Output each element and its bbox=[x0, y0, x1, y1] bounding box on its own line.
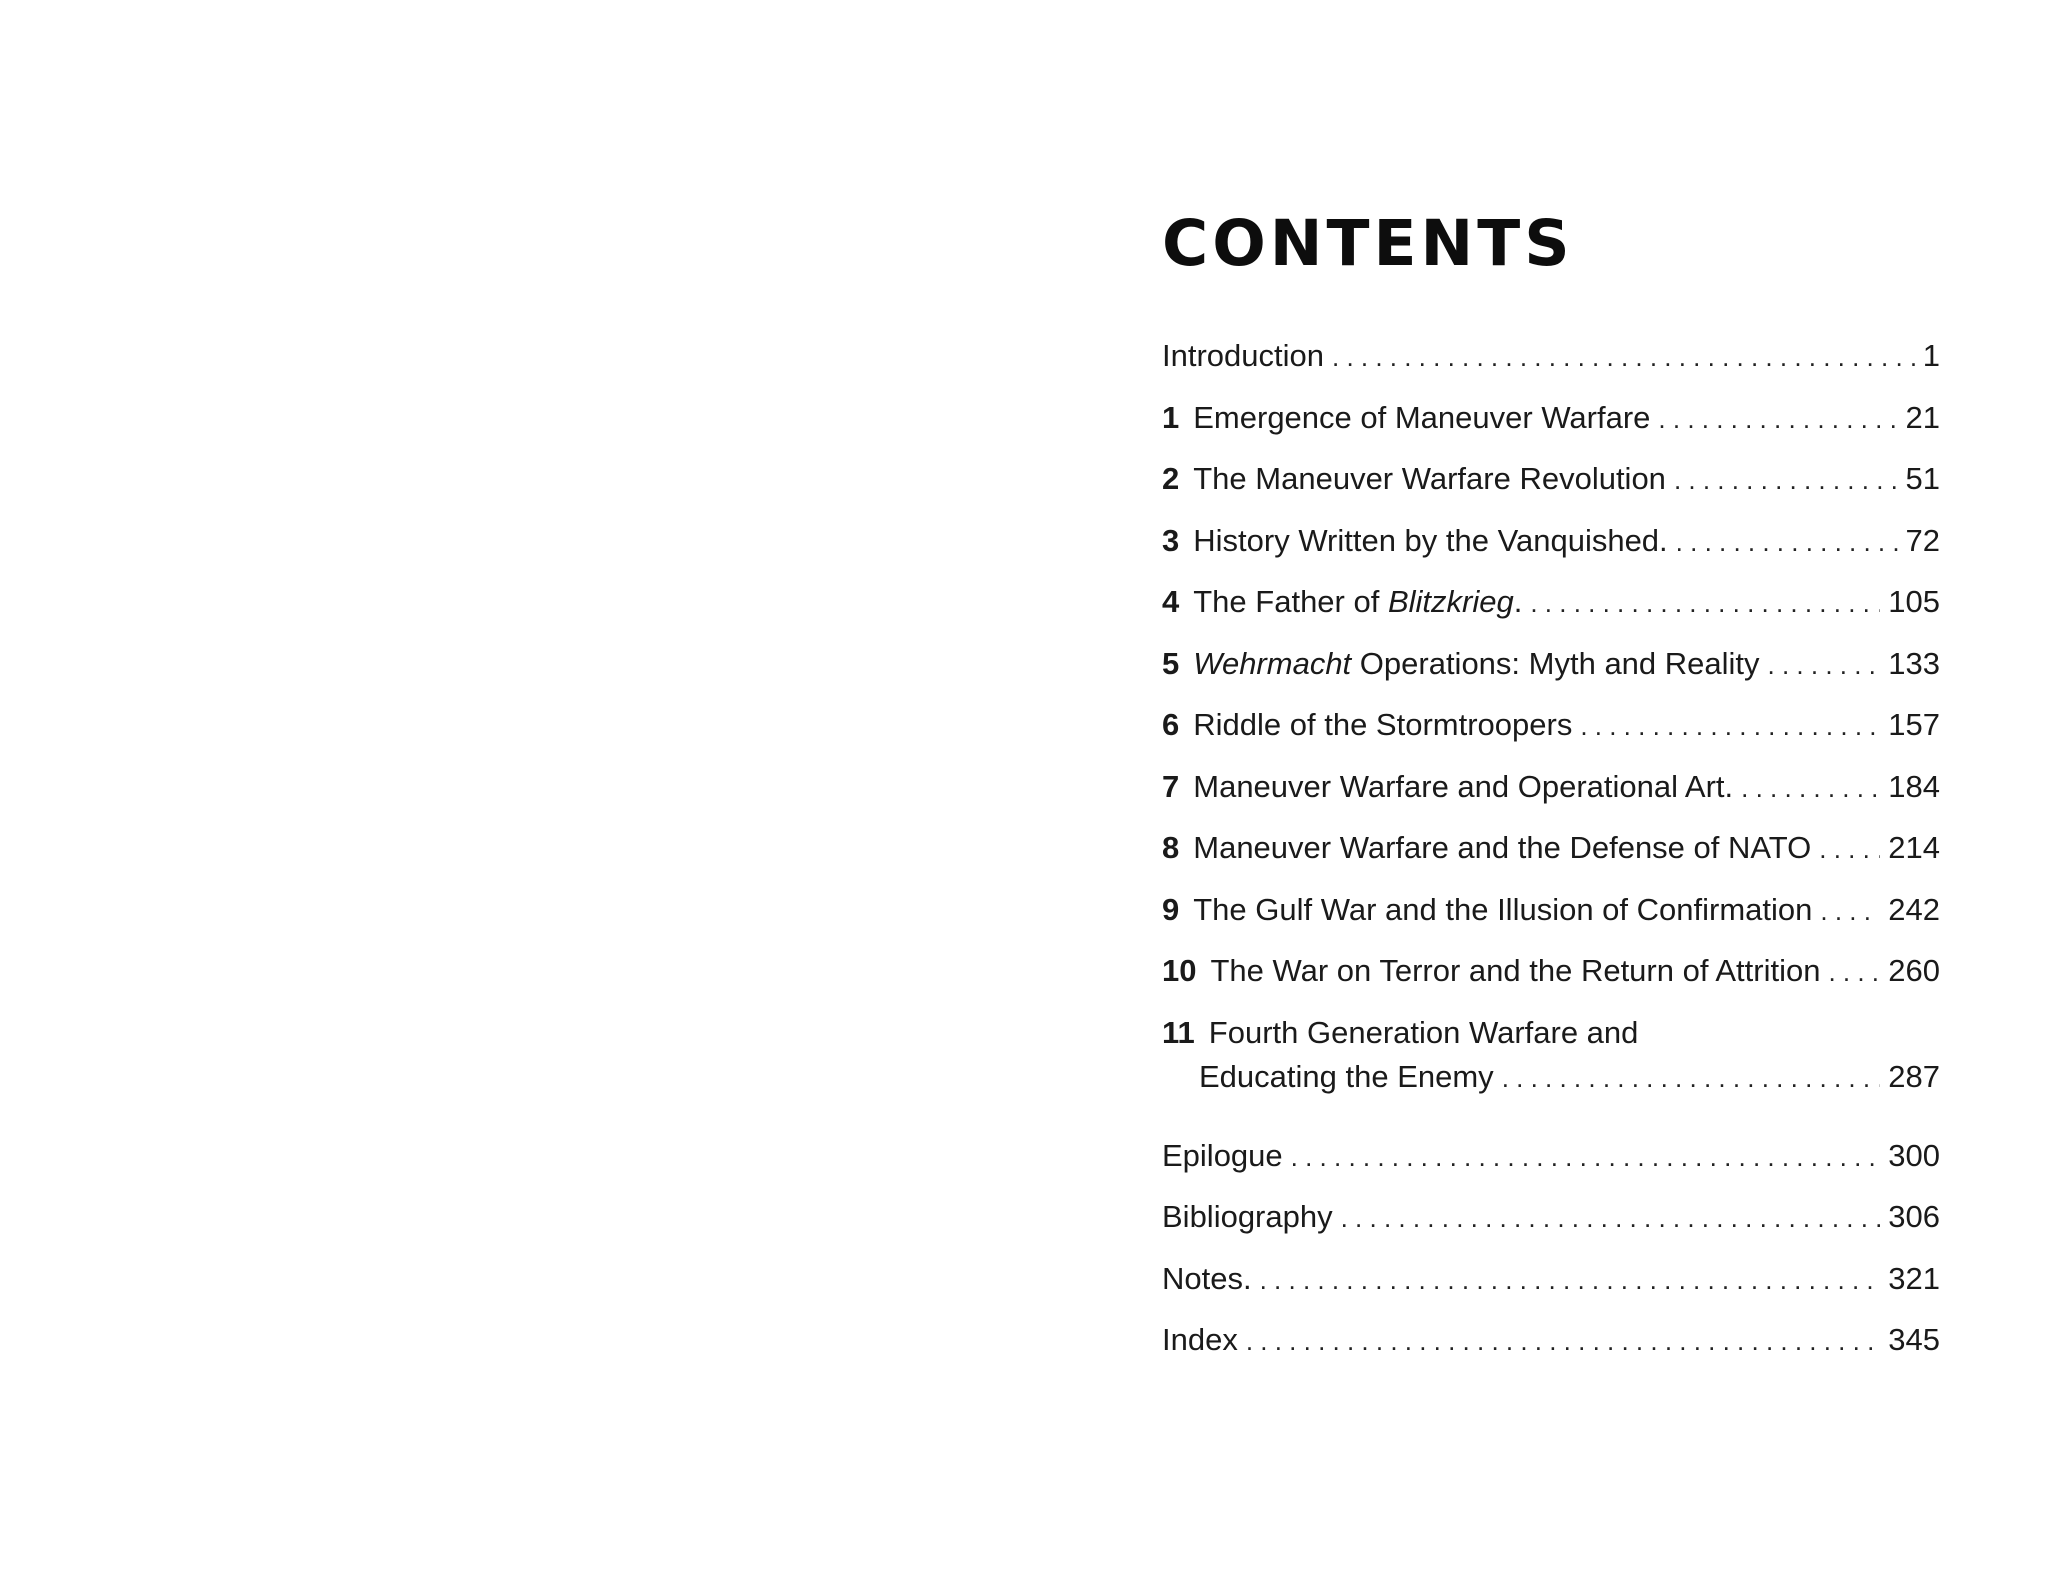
toc-entry-chapter-9 bbox=[1162, 891, 1940, 956]
dot-leader bbox=[1580, 713, 1880, 739]
toc-entry-page: 214 bbox=[1888, 830, 1940, 865]
page-title: CONTENTS bbox=[1162, 207, 1574, 280]
toc-entry-title: The Maneuver Warfare Revolution bbox=[1193, 461, 1666, 496]
toc-entry-page: 21 bbox=[1905, 399, 1940, 435]
dot-leader bbox=[1658, 406, 1897, 432]
dot-leader bbox=[1260, 1267, 1881, 1293]
toc-entry-title: Notes. bbox=[1162, 1260, 1252, 1296]
toc-entry-title: Fourth Generation Warfare and bbox=[1208, 1014, 1639, 1050]
toc-entry-page: 157 bbox=[1888, 707, 1940, 742]
toc-entry-introduction bbox=[1162, 340, 1940, 402]
title-text: The Father of bbox=[1193, 584, 1388, 619]
dot-leader bbox=[1768, 652, 1881, 678]
toc-entry-page: 105 bbox=[1888, 584, 1940, 619]
toc-entry-page: 321 bbox=[1888, 1260, 1940, 1296]
chapter-number: 9 bbox=[1162, 891, 1180, 927]
toc-entry-bibliography bbox=[1162, 1201, 1940, 1263]
toc-entry-title bbox=[1193, 586, 1522, 617]
toc-entry-title: Maneuver Warfare and the Defense of NATO bbox=[1193, 830, 1812, 865]
dot-leader bbox=[1741, 775, 1880, 801]
toc-entry-page: 72 bbox=[1905, 522, 1940, 558]
chapter-number: 10 bbox=[1162, 953, 1197, 988]
toc-entry-epilogue bbox=[1162, 1137, 1940, 1202]
dot-leader bbox=[1676, 529, 1898, 555]
toc-entry-page: 287 bbox=[1888, 1058, 1940, 1094]
toc-entry-title-continued: Educating the Enemy bbox=[1199, 1058, 1494, 1094]
title-italic-text: Blitzkrieg bbox=[1387, 584, 1514, 619]
toc-entry-page: 242 bbox=[1888, 891, 1940, 927]
toc-entry-title: The Gulf War and the Illusion of Confirmation bbox=[1193, 891, 1813, 927]
toc-entry-chapter-4 bbox=[1162, 586, 1940, 648]
toc-entry-title: Introduction bbox=[1162, 338, 1324, 373]
toc-entry-chapter-3 bbox=[1162, 522, 1940, 587]
dot-leader bbox=[1341, 1205, 1881, 1231]
chapter-number: 8 bbox=[1162, 830, 1180, 865]
chapter-number: 11 bbox=[1162, 1014, 1195, 1050]
chapter-number: 4 bbox=[1162, 584, 1180, 619]
chapter-number: 6 bbox=[1162, 707, 1180, 742]
toc-entry-page: 51 bbox=[1905, 461, 1940, 496]
toc-entry-page: 1 bbox=[1922, 338, 1940, 373]
dot-leader bbox=[1530, 590, 1880, 616]
chapter-number: 2 bbox=[1162, 461, 1180, 496]
dot-leader bbox=[1820, 898, 1880, 924]
toc-entry-chapter-1 bbox=[1162, 399, 1940, 464]
toc-entry-title: Epilogue bbox=[1162, 1137, 1283, 1173]
toc-entry-title: Index bbox=[1162, 1322, 1238, 1357]
toc-entry-chapter-5 bbox=[1162, 645, 1940, 710]
dot-leader bbox=[1246, 1328, 1880, 1354]
title-text: Operations: Myth and Reality bbox=[1351, 645, 1760, 681]
toc-entry-notes bbox=[1162, 1260, 1940, 1325]
title-italic-text: Wehrmacht bbox=[1193, 645, 1352, 681]
toc-entry-page: 345 bbox=[1888, 1322, 1940, 1357]
dot-leader bbox=[1828, 959, 1880, 985]
title-text: . bbox=[1513, 584, 1523, 619]
toc-entry-chapter-11 bbox=[1162, 1014, 1940, 1140]
toc-entry-page: 133 bbox=[1888, 645, 1940, 681]
toc-entry-chapter-10 bbox=[1162, 955, 1940, 1017]
toc-entry-chapter-6 bbox=[1162, 709, 1940, 771]
dot-leader bbox=[1291, 1144, 1881, 1170]
chapter-number: 5 bbox=[1162, 645, 1180, 681]
dot-leader bbox=[1819, 836, 1880, 862]
toc-entry-title: The War on Terror and the Return of Attrition bbox=[1210, 953, 1821, 988]
toc-entry-title: Bibliography bbox=[1162, 1199, 1333, 1234]
toc-entry-chapter-8 bbox=[1162, 832, 1940, 894]
toc-entry-page: 306 bbox=[1888, 1199, 1940, 1234]
toc-entry-page: 300 bbox=[1888, 1137, 1940, 1173]
chapter-number: 7 bbox=[1162, 768, 1180, 804]
toc-entry-second-line bbox=[1162, 1058, 1940, 1122]
dot-leader bbox=[1332, 344, 1915, 370]
toc-entry-title: Maneuver Warfare and Operational Art. bbox=[1193, 768, 1734, 804]
toc-entry-page: 260 bbox=[1888, 953, 1940, 988]
chapter-number: 1 bbox=[1162, 399, 1180, 435]
dot-leader bbox=[1674, 467, 1898, 493]
toc-entry-title: Riddle of the Stormtroopers bbox=[1193, 707, 1573, 742]
toc-entry-page: 184 bbox=[1888, 768, 1940, 804]
chapter-number: 3 bbox=[1162, 522, 1180, 558]
table-of-contents bbox=[1162, 340, 1940, 1386]
toc-entry-chapter-7 bbox=[1162, 768, 1940, 833]
toc-entry-index bbox=[1162, 1324, 1940, 1386]
toc-entry-title: History Written by the Vanquished. bbox=[1193, 522, 1668, 558]
toc-entry-first-line bbox=[1162, 1014, 1940, 1061]
dot-leader bbox=[1502, 1065, 1881, 1091]
toc-entry-title: Emergence of Maneuver Warfare bbox=[1193, 399, 1651, 435]
toc-entry-chapter-2 bbox=[1162, 463, 1940, 525]
toc-entry-title bbox=[1193, 645, 1760, 681]
